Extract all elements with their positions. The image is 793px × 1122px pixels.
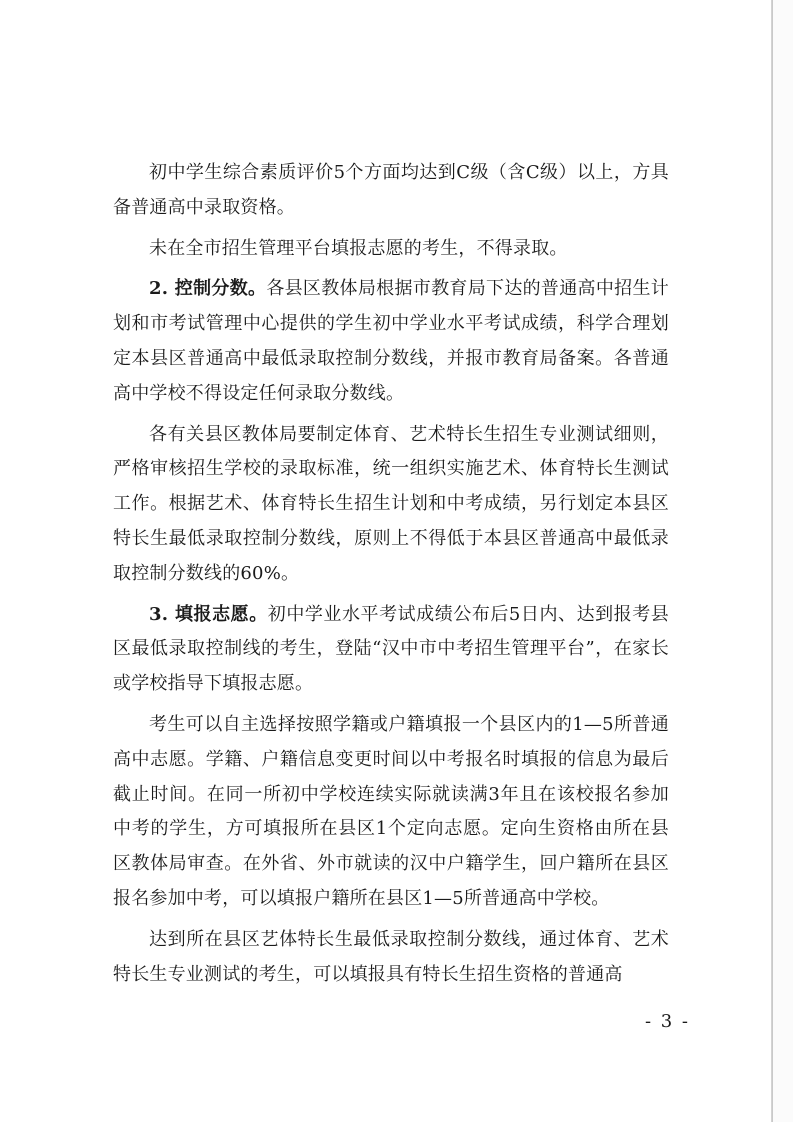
section-heading-control-score: 2. 控制分数。 xyxy=(149,278,267,300)
document-body xyxy=(113,156,669,992)
paragraph-text: 各县区教体局根据市教育局下达的普通高中招生计划和市考试管理中心提供的学生初中学业水平考试成绩，科学合理划定本县区普通高中最低录取控制分数线，并报市教育局备案。各普通高中学校不得设定任何录取分数线。 xyxy=(113,278,669,404)
paragraph-text: 考生可以自主选择按照学籍或户籍填报一个县区内的1—5所普通高中志愿。学籍、户籍信息变更时间以中考报名时填报的信息为最后截止时间。在同一所初中学校连续实际就读满3年且在该校报名参加中考的学生，方可填报所在县区1个定向志愿。定向生资格由所在县区教体局审查。在外省、外市就读的汉中户籍学生，回户籍所在县区报名参加中考，可以填报户籍所在县区1—5所普通高中学校。 xyxy=(113,713,669,909)
page-number: - 3 - xyxy=(644,1011,690,1032)
paragraph-text: 达到所在县区艺体特长生最低录取控制分数线，通过体育、艺术特长生专业测试的考生，可以填报具有特长生招生资格的普通高 xyxy=(113,928,669,985)
section-heading-fill-application: 3. 填报志愿。 xyxy=(149,603,268,625)
paragraph-platform-notice xyxy=(113,232,669,267)
paragraph-control-score xyxy=(113,272,669,411)
paragraph-special-students xyxy=(113,418,669,592)
paragraph-quality-evaluation xyxy=(113,156,669,226)
paragraph-text: 初中学生综合素质评价5个方面均达到C级（含C级）以上，方具备普通高中录取资格。 xyxy=(113,162,669,218)
paragraph-text: 初中学业水平考试成绩公布后5日内、达到报考县区最低录取控制线的考生，登陆“汉中市中考招生管理平台”，在家长或学校指导下填报志愿。 xyxy=(113,603,669,695)
paragraph-fill-application xyxy=(113,598,669,702)
paragraph-text: 未在全市招生管理平台填报志愿的考生，不得录取。 xyxy=(149,237,568,259)
paragraph-choice-rules xyxy=(113,708,669,917)
paragraph-art-sports xyxy=(113,923,669,993)
page-margin-shade xyxy=(773,0,793,1122)
paragraph-text: 各有关县区教体局要制定体育、艺术特长生招生专业测试细则，严格审核招生学校的录取标准，统一组织实施艺术、体育特长生测试工作。根据艺术、体育特长生招生计划和中考成绩，另行划定本县区特长生最低录取控制分数线，原则上不得低于本县区普通高中最低录取控制分数线的60%。 xyxy=(113,423,669,584)
